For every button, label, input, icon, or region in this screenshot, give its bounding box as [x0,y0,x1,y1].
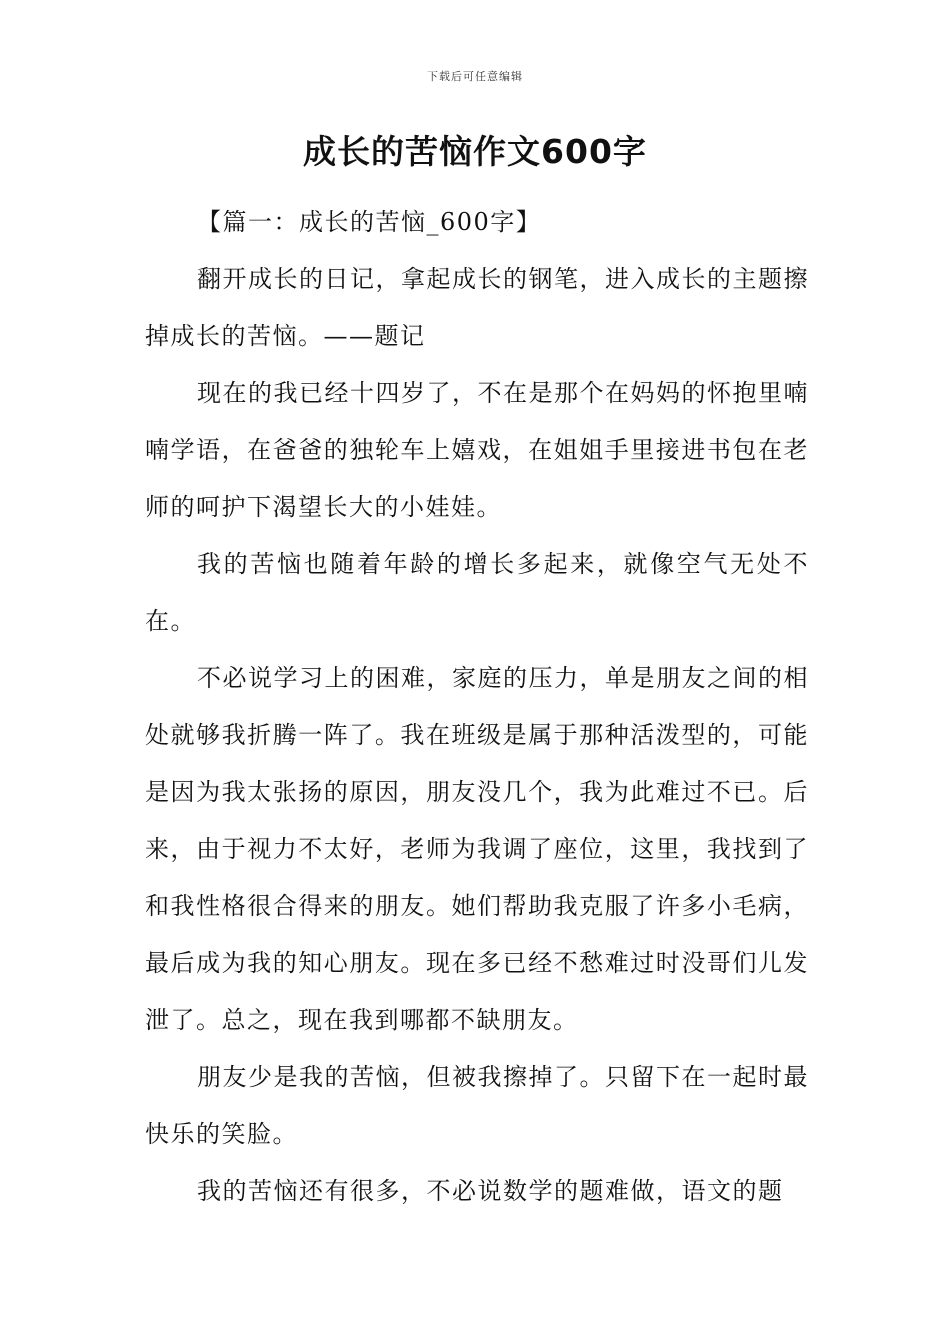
paragraph: 朋友少是我的苦恼，但被我擦掉了。只留下在一起时最快乐的笑脸。 [145,1063,809,1148]
paragraph: 翻开成长的日记，拿起成长的钢笔，进入成长的主题擦掉成长的苦恼。——题记 [145,265,809,350]
header-note: 下载后可任意编辑 [427,70,523,83]
paragraph: 现在的我已经十四岁了，不在是那个在妈妈的怀抱里喃喃学语，在爸爸的独轮车上嬉戏，在姐姐手里接进书包在老师的呵护下渴望长大的小娃娃。 [145,379,809,521]
paragraph: 我的苦恼也随着年龄的增长多起来，就像空气无处不在。 [145,550,809,635]
paragraph: 不必说学习上的困难，家庭的压力，单是朋友之间的相处就够我折腾一阵了。我在班级是属于那种活泼型的，可能是因为我太张扬的原因，朋友没几个，我为此难过不已。后来，由于视力不太好，老师为我调了座位，这里，我找到了和我性格很合得来的朋友。她们帮助我克服了许多小毛病，最后成为我的知心朋友。现在多已经不愁难过时没哥们儿发泄了。总之，现在我到哪都不缺朋友。 [145,664,809,1034]
document-body [145,194,809,1220]
paragraph: 我的苦恼还有很多，不必说数学的题难做，语文的题 [197,1177,784,1205]
section-heading: 【篇一：成长的苦恼_600字】 [197,208,542,236]
document-title: 成长的苦恼作文600字 [303,132,647,171]
